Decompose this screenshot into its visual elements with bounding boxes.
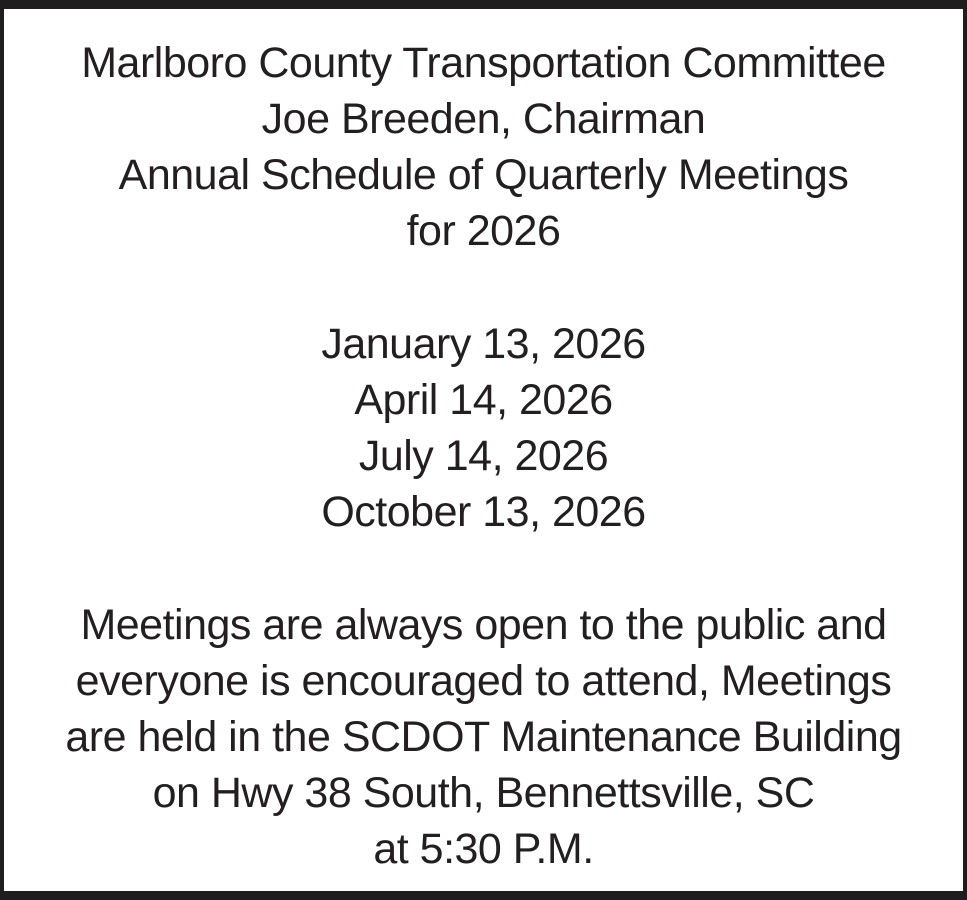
notice-content	[4, 9, 963, 877]
meeting-date-q2: April 14, 2026	[354, 376, 613, 424]
notice-line-5: at 5:30 P.M.	[373, 825, 594, 873]
committee-title: Marlboro County Transportation Committee	[81, 39, 886, 87]
notice-header	[4, 35, 963, 259]
notice-line-4: on Hwy 38 South, Bennettsville, SC	[152, 769, 815, 817]
public-notice-paragraph	[4, 597, 963, 877]
notice-line-1: Meetings are always open to the public and	[80, 601, 887, 649]
chairman-line: Joe Breeden, Chairman	[261, 95, 706, 143]
meeting-date-q1: January 13, 2026	[321, 320, 646, 368]
schedule-title: Annual Schedule of Quarterly Meetings	[118, 151, 849, 199]
meeting-date-q4: October 13, 2026	[321, 488, 646, 536]
meeting-date-q3: July 14, 2026	[358, 432, 609, 480]
schedule-year: for 2026	[406, 207, 561, 255]
meeting-dates-list	[4, 316, 963, 540]
notice-line-2: everyone is encouraged to attend, Meetings	[75, 657, 892, 705]
notice-line-3: are held in the SCDOT Maintenance Building	[65, 713, 902, 761]
